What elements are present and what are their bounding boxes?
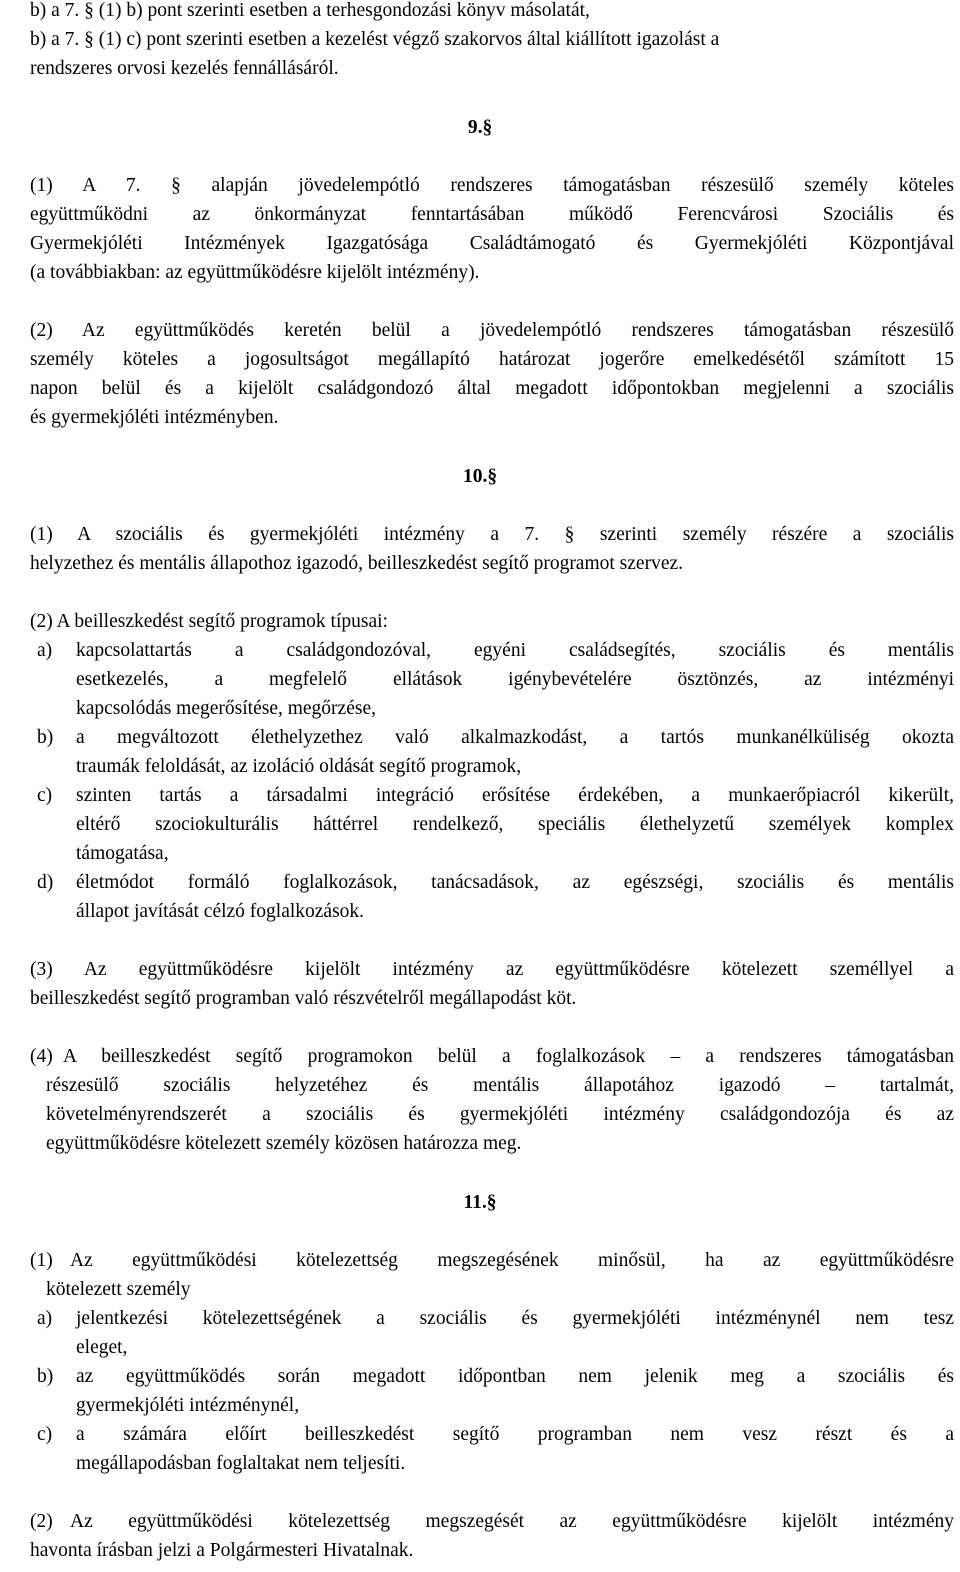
list-item: esetkezelés, a megfelelő ellátások igénybevételére ösztönzés, az intézményi (76, 669, 954, 690)
list-item: az együttműködés során megadott időpontban nem jelenik meg a szociális és (76, 1366, 954, 1387)
list-item: gyermekjóléti intézménynél, (76, 1395, 300, 1416)
list-item: jelentkezési kötelezettségének a szociális és gyermekjóléti intézménynél nem tesz (76, 1308, 954, 1329)
list-item: kapcsolódás megerősítése, megőrzése, (76, 698, 376, 719)
list-item: támogatása, (76, 843, 169, 864)
list-item: megállapodásban foglaltakat nem teljesíti. (76, 1453, 406, 1474)
list-item: eleget, (76, 1337, 128, 1358)
paragraph-line: Az együttműködési kötelezettség megszegését az együttműködésre kijelölt intézmény (70, 1511, 954, 1532)
section-heading-11: 11.§ (463, 1192, 497, 1213)
paragraph-line: kötelezett személy (46, 1279, 191, 1300)
list-item: b) a 7. § (1) b) pont szerinti esetben a terhesgondozási könyv másolatát, (30, 0, 590, 21)
list-marker: a) (37, 1308, 53, 1329)
body-text: rendszeres orvosi kezelés fennállásáról. (30, 58, 339, 79)
list-marker: d) (37, 872, 54, 893)
list-item: traumák feloldását, az izoláció oldását segítő programok, (76, 756, 522, 777)
list-item: eltérő szociokulturális háttérrel rendelkező, speciális élethelyzetű személyek komplex (76, 814, 954, 835)
paragraph-number: (4) (30, 1046, 53, 1067)
list-marker: a) (37, 640, 53, 661)
section-heading-10: 10.§ (462, 466, 498, 487)
list-item: kapcsolattartás a családgondozóval, egyéni családsegítés, szociális és mentális (76, 640, 954, 661)
paragraph-line: részesülő szociális helyzetéhez és mentális állapotához igazodó – tartalmát, (46, 1075, 954, 1096)
paragraph-line: (1) A szociális és gyermekjóléti intézmény a 7. § szerinti személy részére a szociális (30, 524, 954, 545)
list-item: szinten tartás a társadalmi integráció erősítése érdekében, a munkaerőpiacról kikerült, (76, 785, 954, 806)
list-marker: c) (37, 1424, 53, 1445)
paragraph-line: napon belül és a kijelölt családgondozó által megadott időpontokban megjelenni a szociális (30, 378, 954, 399)
list-item: életmódot formáló foglalkozások, tanácsadások, az egészségi, szociális és mentális (76, 872, 954, 893)
paragraph-line: Az együttműködési kötelezettség megszegésének minősül, ha az együttműködésre (70, 1250, 954, 1271)
list-marker: b) (37, 1366, 54, 1387)
list-item: b) a 7. § (1) c) pont szerinti esetben a kezelést végző szakorvos által kiállított igazolást a (30, 29, 720, 50)
paragraph-line: (3) Az együttműködésre kijelölt intézmény az együttműködésre kötelezett személlyel a (30, 959, 954, 980)
paragraph-line: személy köteles a jogosultságot megállapító határozat jogerőre emelkedésétől számított 15 (30, 349, 954, 370)
paragraph-line: együttműködésre kötelezett személy közösen határozza meg. (46, 1133, 522, 1154)
paragraph-line: és gyermekjóléti intézményben. (30, 407, 279, 428)
paragraph-line: együttműködni az önkormányzat fenntartásában működő Ferencvárosi Szociális és (30, 204, 954, 225)
paragraph-line: havonta írásban jelzi a Polgármesteri Hivatalnak. (30, 1540, 414, 1561)
list-item: állapot javítását célzó foglalkozások. (76, 901, 365, 922)
paragraph-line: helyzethez és mentális állapothoz igazodó, beilleszkedést segítő programot szervez. (30, 553, 684, 574)
list-marker: b) (37, 727, 54, 748)
paragraph-line: Gyermekjóléti Intézmények Igazgatósága Családtámogató és Gyermekjóléti Központjával (30, 233, 954, 254)
paragraph-line: (1) A 7. § alapján jövedelempótló rendszeres támogatásban részesülő személy köteles (30, 175, 954, 196)
paragraph-line: (a továbbiakban: az együttműködésre kijelölt intézmény). (30, 262, 480, 283)
list-marker: c) (37, 785, 53, 806)
list-item: a megváltozott élethelyzethez való alkalmazkodást, a tartós munkanélküliség okozta (76, 727, 954, 748)
paragraph-number: (1) (30, 1250, 53, 1271)
paragraph-number: (2) (30, 1511, 53, 1532)
paragraph-line: (2) A beilleszkedést segítő programok típusai: (30, 611, 388, 632)
paragraph-line: követelményrendszerét a szociális és gyermekjóléti intézmény családgondozója és az (46, 1104, 954, 1125)
paragraph-line: (2) Az együttműködés keretén belül a jövedelempótló rendszeres támogatásban részesülő (30, 320, 954, 341)
paragraph-line: A beilleszkedést segítő programokon belül a foglalkozások – a rendszeres támogatásban (63, 1046, 954, 1067)
section-heading-9: 9.§ (467, 117, 493, 138)
list-item: a számára előírt beilleszkedést segítő programban nem vesz részt és a (76, 1424, 954, 1445)
paragraph-line: beilleszkedést segítő programban való részvételről megállapodást köt. (30, 988, 577, 1009)
